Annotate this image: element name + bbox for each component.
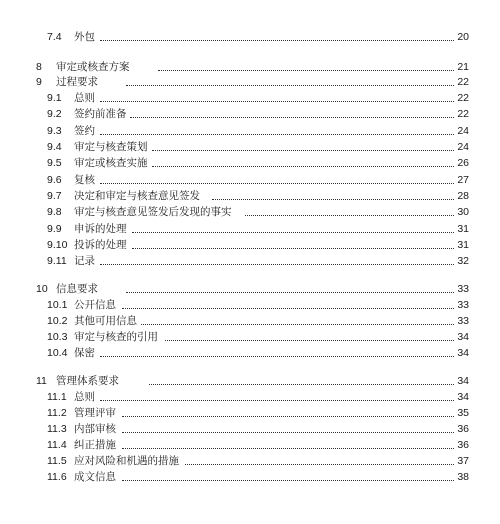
toc-page-number: 36 xyxy=(457,423,469,435)
toc-dot-leader xyxy=(126,292,454,293)
toc-section-entry[interactable] xyxy=(0,139,500,155)
toc-entry-title: 申诉的处理 xyxy=(74,223,127,235)
toc-dot-leader xyxy=(126,85,454,86)
toc-page-number: 30 xyxy=(457,206,469,218)
toc-section-entry[interactable] xyxy=(0,253,500,269)
toc-section-entry[interactable] xyxy=(0,155,500,171)
toc-dot-leader xyxy=(152,150,454,151)
toc-entry-number: 9.3 xyxy=(47,125,62,137)
toc-dot-leader xyxy=(245,215,454,216)
toc-entry-number: 11.5 xyxy=(47,455,67,467)
toc-entry-number: 10.1 xyxy=(47,299,68,311)
toc-entry-title: 纠正措施 xyxy=(74,439,116,451)
toc-page-number: 32 xyxy=(457,255,469,267)
toc-section-entry[interactable] xyxy=(0,469,500,485)
toc-section-entry[interactable] xyxy=(0,297,500,313)
toc-page-number: 34 xyxy=(457,347,469,359)
toc-entry-title: 其他可用信息 xyxy=(74,315,137,327)
toc-dot-leader xyxy=(141,324,454,325)
toc-entry-number: 9 xyxy=(36,76,42,88)
toc-chapter-entry[interactable] xyxy=(0,373,500,389)
toc-entry-title: 成文信息 xyxy=(74,471,116,483)
toc-entry-number: 9.11 xyxy=(47,255,67,267)
toc-section-entry[interactable] xyxy=(0,421,500,437)
toc-dot-leader xyxy=(152,166,454,167)
toc-entry-title: 总则 xyxy=(74,391,95,403)
toc-entry-title: 管理体系要求 xyxy=(56,375,119,387)
toc-page-number: 33 xyxy=(457,315,469,327)
toc-section-entry[interactable] xyxy=(0,345,500,361)
toc-page-number: 34 xyxy=(457,375,469,387)
toc-dot-leader xyxy=(100,264,454,265)
toc-entry-number: 9.5 xyxy=(47,157,62,169)
toc-section-entry[interactable] xyxy=(0,389,500,405)
toc-entry-number: 10.2 xyxy=(47,315,68,327)
toc-dot-leader xyxy=(132,232,454,233)
toc-page-number: 22 xyxy=(457,92,469,104)
toc-section-entry[interactable] xyxy=(0,123,500,139)
toc-entry-title: 公开信息 xyxy=(74,299,116,311)
toc-page-number: 26 xyxy=(457,157,469,169)
toc-entry-title: 审定或核查方案 xyxy=(56,61,130,73)
toc-entry-title: 审定与核查意见签发后发现的事实 xyxy=(74,206,232,218)
toc-dot-leader xyxy=(158,70,454,71)
toc-entry-title: 审定与核查的引用 xyxy=(74,331,158,343)
toc-page-number: 22 xyxy=(457,108,469,120)
toc-section-entry[interactable] xyxy=(0,204,500,220)
toc-entry-number: 11.1 xyxy=(47,391,67,403)
toc-entry-title: 外包 xyxy=(74,31,95,43)
toc-entry-number: 9.7 xyxy=(47,190,62,202)
toc-page-number: 38 xyxy=(457,471,469,483)
toc-dot-leader xyxy=(212,199,454,200)
toc-entry-title: 总则 xyxy=(74,92,95,104)
toc-entry-number: 7.4 xyxy=(47,31,62,43)
toc-entry-number: 9.4 xyxy=(47,141,62,153)
toc-chapter-entry[interactable] xyxy=(0,59,500,75)
toc-page-number: 34 xyxy=(457,391,469,403)
toc-dot-leader xyxy=(185,464,454,465)
toc-page-number: 27 xyxy=(457,174,469,186)
toc-entry-number: 8 xyxy=(36,61,42,73)
toc-section-entry[interactable] xyxy=(0,313,500,329)
toc-dot-leader xyxy=(100,40,454,41)
toc-page-number: 28 xyxy=(457,190,469,202)
toc-entry-title: 过程要求 xyxy=(56,76,98,88)
toc-dot-leader xyxy=(130,117,454,118)
toc-entry-number: 11.6 xyxy=(47,471,67,483)
toc-section-entry[interactable] xyxy=(0,29,500,45)
toc-entry-number: 11.3 xyxy=(47,423,67,435)
toc-entry-number: 9.9 xyxy=(47,223,62,235)
toc-entry-number: 10 xyxy=(36,283,48,295)
toc-dot-leader xyxy=(100,400,454,401)
toc-section-entry[interactable] xyxy=(0,437,500,453)
toc-section-entry[interactable] xyxy=(0,90,500,106)
toc-entry-number: 9.6 xyxy=(47,174,62,186)
toc-entry-title: 签约 xyxy=(74,125,95,137)
toc-entry-title: 投诉的处理 xyxy=(74,239,127,251)
toc-entry-number: 10.4 xyxy=(47,347,68,359)
toc-page-number: 35 xyxy=(457,407,469,419)
toc-entry-number: 11.4 xyxy=(47,439,67,451)
toc-dot-leader xyxy=(100,183,454,184)
toc-page-number: 31 xyxy=(457,239,469,251)
toc-dot-leader xyxy=(100,134,454,135)
toc-dot-leader xyxy=(122,448,454,449)
toc-entry-number: 9.8 xyxy=(47,206,62,218)
toc-entry-number: 9.1 xyxy=(47,92,62,104)
toc-section-entry[interactable] xyxy=(0,405,500,421)
toc-entry-title: 信息要求 xyxy=(56,283,98,295)
toc-page-number: 24 xyxy=(457,125,469,137)
toc-page-number: 22 xyxy=(457,76,469,88)
toc-page-number: 36 xyxy=(457,439,469,451)
toc-entry-title: 复核 xyxy=(74,174,95,186)
toc-entry-title: 管理评审 xyxy=(74,407,116,419)
toc-chapter-entry[interactable] xyxy=(0,74,500,90)
toc-entry-number: 11.2 xyxy=(47,407,67,419)
toc-entry-title: 签约前准备 xyxy=(74,108,127,120)
toc-entry-number: 9.10 xyxy=(47,239,68,251)
toc-page-number: 33 xyxy=(457,283,469,295)
toc-entry-title: 应对风险和机遇的措施 xyxy=(74,455,179,467)
toc-page-number: 20 xyxy=(457,31,469,43)
toc-page-number: 33 xyxy=(457,299,469,311)
toc-dot-leader xyxy=(132,248,454,249)
toc-dot-leader xyxy=(165,340,454,341)
toc-section-entry[interactable] xyxy=(0,453,500,469)
toc-entry-number: 11 xyxy=(36,375,47,387)
toc-entry-number: 10.3 xyxy=(47,331,68,343)
toc-dot-leader xyxy=(122,480,454,481)
toc-section-entry[interactable] xyxy=(0,188,500,204)
toc-entry-number: 9.2 xyxy=(47,108,62,120)
toc-entry-title: 决定和审定与核查意见签发 xyxy=(74,190,200,202)
toc-page-number: 34 xyxy=(457,331,469,343)
toc-dot-leader xyxy=(149,384,454,385)
toc-dot-leader xyxy=(122,432,454,433)
toc-section-entry[interactable] xyxy=(0,329,500,345)
toc-entry-title: 记录 xyxy=(74,255,95,267)
toc-entry-title: 内部审核 xyxy=(74,423,116,435)
toc-page-number: 24 xyxy=(457,141,469,153)
toc-page-number: 37 xyxy=(457,455,469,467)
toc-dot-leader xyxy=(122,416,454,417)
toc-section-entry[interactable] xyxy=(0,221,500,237)
toc-entry-title: 保密 xyxy=(74,347,95,359)
toc-dot-leader xyxy=(100,101,454,102)
toc-section-entry[interactable] xyxy=(0,172,500,188)
toc-dot-leader xyxy=(122,308,454,309)
toc-section-entry[interactable] xyxy=(0,237,500,253)
toc-section-entry[interactable] xyxy=(0,106,500,122)
toc-entry-title: 审定或核查实施 xyxy=(74,157,148,169)
toc-chapter-entry[interactable] xyxy=(0,281,500,297)
toc-page-number: 31 xyxy=(457,223,469,235)
toc-page-number: 21 xyxy=(457,61,469,73)
toc-dot-leader xyxy=(100,356,454,357)
toc-entry-title: 审定与核查策划 xyxy=(74,141,148,153)
